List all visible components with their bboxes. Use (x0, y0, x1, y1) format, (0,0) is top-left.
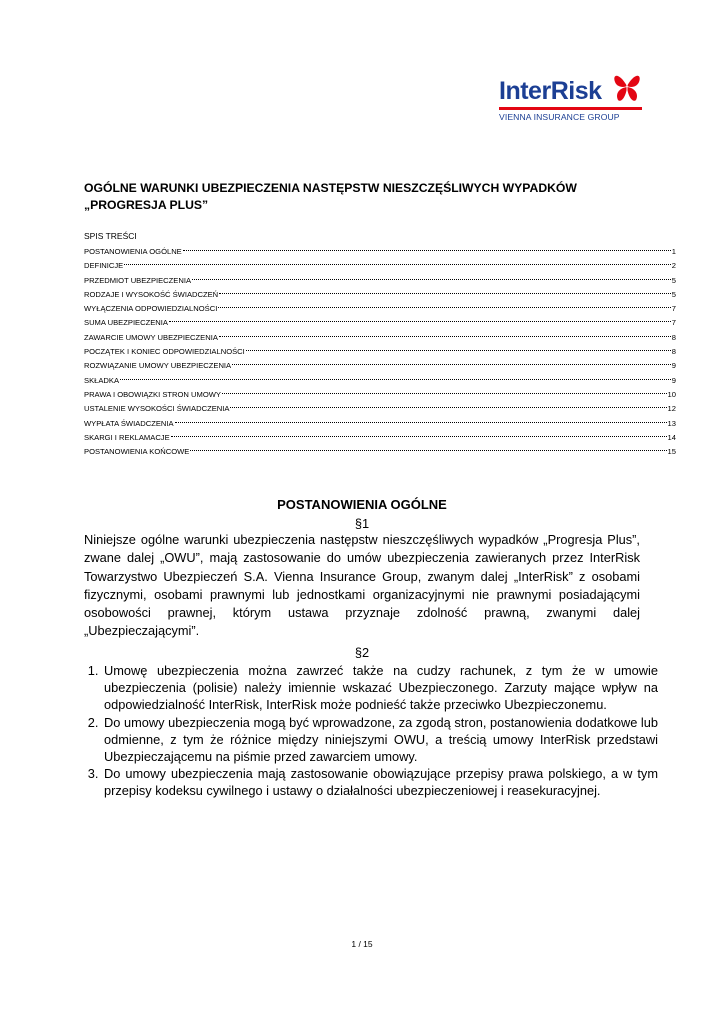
toc-entry-label: RODZAJE I WYSOKOŚĆ ŚWIADCZEŃ (84, 289, 219, 299)
paragraph-1-text: Niniejsze ogólne warunki ubezpieczenia następstw nieszczęśliwych wypadków „Progresja Plus”, zwane dalej „OWU”, mają zastosowanie do umów ubezpieczenia zawieranych przez InterRisk Towarzystwo Ubezpieczeń S.A. Vienna Insurance Group, zwanym dalej „InterRisk” z osobami fizycznymi, osobami prawnymi lub jednostkami organizacyjnymi nie prawnymi posiadającymi osobowości prawnej, którym ustawa przyznaje zdolność prawną, zwanymi dalej „Ubezpieczającymi”. (84, 532, 640, 639)
toc-entry[interactable] (84, 388, 676, 402)
toc-entry-page: 10 (667, 389, 676, 399)
logo-wordmark-risk: Risk (550, 77, 602, 105)
toc-entry-label: POSTANOWIENIA OGÓLNE (84, 247, 182, 256)
toc-entry-page: 5 (671, 289, 676, 299)
toc-entry[interactable] (84, 431, 676, 445)
paragraph-2-list (84, 662, 658, 800)
logo-subtitle: VIENNA INSURANCE GROUP (499, 112, 620, 122)
toc-leader-dots (230, 406, 666, 408)
document-title (84, 180, 664, 214)
toc-leader-dots (124, 263, 671, 265)
toc-entry-page: 7 (671, 318, 676, 328)
toc-entry-label: SKARGI I REKLAMACJE (84, 432, 170, 442)
toc-entry-page: 8 (671, 332, 676, 342)
toc-entry[interactable] (84, 345, 676, 359)
toc-entry-label: ROZWIĄZANIE UMOWY UBEZPIECZENIA (84, 361, 232, 371)
paragraph-mark-2: §2 (354, 645, 370, 660)
list-item: 2. Do umowy ubezpieczenia mogą być wprowadzone, za zgodą stron, postanowienia dodatkowe lub odmienne, z tym że różnice między niniejszymi OWU, a treścią umowy InterRisk przedstawi Ubezpieczającemu na piśmie przed zawarciem umowy. (102, 714, 658, 766)
toc-entry-label: ZAWARCIE UMOWY UBEZPIECZENIA (84, 332, 218, 342)
logo-wordmark (499, 78, 602, 104)
toc-entry[interactable] (84, 316, 676, 330)
toc-leader-dots (218, 306, 670, 308)
document-title-line1: OGÓLNE WARUNKI UBEZPIECZENIA NASTĘPSTW NIESZCZĘŚLIWYCH WYPADKÓW (84, 181, 577, 195)
toc-entry-page: 5 (671, 275, 676, 285)
toc-entry[interactable] (84, 445, 676, 459)
toc-entry-page: 7 (671, 304, 676, 314)
toc-entry[interactable] (84, 417, 676, 431)
toc-entry[interactable] (84, 331, 676, 345)
toc-entry[interactable] (84, 302, 676, 316)
toc-entry-label: DEFINICJE (84, 261, 124, 271)
toc-entry-page: 9 (671, 361, 676, 371)
toc-entry-label: PRZEDMIOT UBEZPIECZENIA (84, 275, 192, 285)
toc-entry-page: 2 (671, 261, 676, 271)
page-number: 1 / 15 (351, 939, 373, 949)
toc-entry-label: PRAWA I OBOWIĄZKI STRON UMOWY (84, 389, 221, 399)
toc-entry-label: WYŁĄCZENIA ODPOWIEDZIALNOŚCI (84, 304, 218, 314)
toc-leader-dots (183, 249, 671, 251)
logo-wordmark-inter: Inter (499, 77, 551, 105)
toc-leader-dots (232, 363, 671, 365)
toc-entry-page: 14 (667, 432, 676, 442)
toc-leader-dots (171, 435, 667, 437)
section-title: POSTANOWIENIA OGÓLNE (277, 497, 447, 512)
toc-leader-dots (219, 292, 671, 294)
toc-entry[interactable] (84, 402, 676, 416)
toc-entry-label: POSTANOWIENIA KOŃCOWE (84, 447, 190, 457)
toc-heading: SPIS TREŚCI (84, 231, 137, 241)
toc-entry-label: SKŁADKA (84, 375, 120, 385)
toc-entry-label: USTALENIE WYSOKOŚCI ŚWIADCZENIA (84, 404, 230, 414)
document-title-line2: „PROGRESJA PLUS” (84, 198, 209, 212)
toc-entry-page: 13 (667, 418, 676, 428)
paragraph-mark-1: §1 (354, 516, 370, 531)
toc-leader-dots (246, 349, 671, 351)
toc-leader-dots (219, 335, 671, 337)
toc-entry-page: 15 (667, 447, 676, 457)
logo-divider (499, 107, 642, 110)
table-of-contents (84, 245, 676, 459)
toc-entry[interactable] (84, 288, 676, 302)
toc-leader-dots (120, 378, 671, 380)
list-item: 3. Do umowy ubezpieczenia mają zastosowanie obowiązujące przepisy prawa polskiego, a w tym przepisy kodeksu cywilnego i ustawy o działalności ubezpieczeniowej i reasekuracyjnej. (102, 765, 658, 799)
toc-entry[interactable] (84, 245, 676, 259)
toc-entry-page: 8 (671, 347, 676, 357)
toc-entry-page: 9 (671, 375, 676, 385)
toc-entry[interactable] (84, 374, 676, 388)
toc-entry[interactable] (84, 274, 676, 288)
toc-entry[interactable] (84, 359, 676, 373)
toc-entry[interactable] (84, 259, 676, 273)
toc-leader-dots (169, 320, 671, 322)
toc-entry-label: WYPŁATA ŚWIADCZENIA (84, 418, 174, 428)
toc-entry-label: SUMA UBEZPIECZENIA (84, 318, 168, 328)
toc-leader-dots (190, 449, 666, 451)
toc-entry-page: 12 (667, 404, 676, 414)
toc-entry-label: POCZĄTEK I KONIEC ODPOWIEDZIALNOŚCI (84, 347, 245, 357)
toc-entry-page: 1 (671, 247, 676, 256)
toc-leader-dots (222, 392, 667, 394)
interrisk-logo (499, 70, 644, 126)
toc-leader-dots (175, 421, 667, 423)
butterfly-icon (611, 70, 643, 104)
toc-leader-dots (192, 278, 671, 280)
list-item: 1. Umowę ubezpieczenia można zawrzeć także na cudzy rachunek, z tym że w umowie ubezpieczenia (polisie) należy imiennie wskazać Ubezpieczonego. Zarzuty mające wpływ na odpowiedzialność InterRisk, InterRisk może podnieść także przeciwko Ubezpieczonemu. (102, 662, 658, 714)
